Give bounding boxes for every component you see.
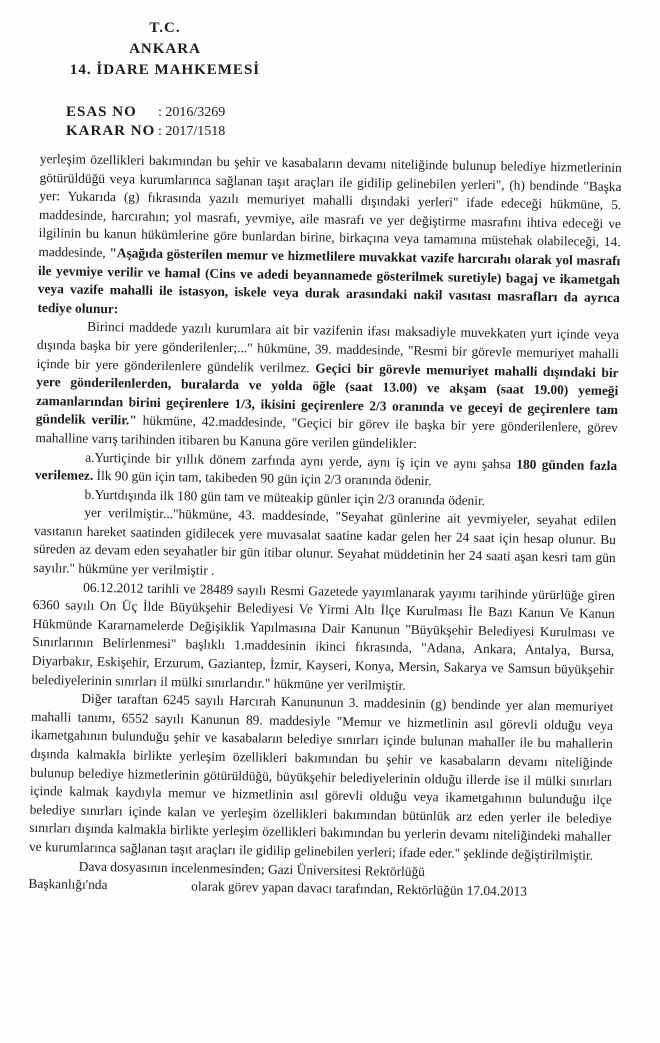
esas-no-row: [66, 104, 225, 121]
paragraph-8-text: Dava dosyasının incelenmesinden; Gazi Üniversitesi Rektörlüğü: [78, 858, 426, 879]
paragraph-4: b.Yurtdışında ilk 180 gün tam ve müteakip günler için 2/3 oranında ödenir.: [84, 486, 486, 508]
esas-no-label: ESAS NO: [66, 104, 137, 120]
paragraph-3-bold: 180 günden fazla verilemez.: [34, 456, 618, 483]
paragraph-2-tail: hükmüne, 42.maddesinde, "Geçici bir görev ile başka bir yere gönderilenlere, görev mahalline varış tarihinden itibaren bu Kanuna göre verilen gündelikler:: [35, 412, 618, 451]
paragraph-3-tail: İlk 90 gün için tam, takibeden 90 gün için 2/3 oranında ödenir.: [93, 467, 432, 489]
paragraph-1-text: yerleşim özellikleri bakımından bu şehir ve kasabaların devamı niteliğinde bulunup belediye hizmetlerinin götürüldüğü veya kurumlarınca sağlanan taşıt araçları ile gidilip gelinebilen yerleri", (h) bendinde "Başka yer: Yukarıda (g) fıkrasında yazılı memuriyet mahalli dışındaki yerleri" ifade edeceği hükmüne, 5. maddesinde, harcırahın; yol masrafı, yevmiye, aile masrafı ve yer değiştirme masrafını ihtiva edeceği ve ilgilinin bu kanun hükümlerine göre bunlardan birine, birkaçına veya tamamına müstehak olabileceği, 14. maddesinde,: [38, 150, 622, 261]
esas-no-value: : 2016/3269: [158, 105, 226, 120]
paragraph-8-end: olarak görev yapan davacı tarafından, Rektörlüğün 17.04.2013: [191, 878, 528, 899]
paragraph-1: [37, 150, 622, 326]
karar-no-value: : 2017/1518: [158, 124, 226, 139]
paragraph-6: 06.12.2012 tarihli ve 28489 sayılı Resmi Gazetede yayımlanarak yayımı tarihinde yürürlüğe giren 6360 sayılı On Üç İlde Büyükşehir Belediyesi Ve Yirmi Altı İlçe Kurulması İle Bazı Kanun Ve Kanun Hükmünde Kararnamelerde Değişiklik Yapılmasına Dair Kanunun "Büyükşehir Belediyesi Kurulması ve Sınırlarının Belirlenmesi" başlıklı 1.maddesinin ikinci fıkrasında, "Adana, Ankara, Antalya, Bursa, Diyarbakır, Eskişehir, Erzurum, Gaziantep, İzmir, Kayseri, Konya, Mersin, Sakarya ve Samsun büyükşehir belediyelerinin sınırları il mülki sınırlarıdır." hükmüne yer verilmiştir.: [31, 579, 616, 693]
paragraph-7: Diğer taraftan 6245 sayılı Harcırah Kanununun 3. maddesinin (g) bendinde yer alan memuriyet mahalli tanımı, 6552 sayılı Kanunun 89. maddesiyle "Memur ve hizmetlinin asıl görevli olduğu veya ikametgahının bulunduğu şehir ve kasabaların belediye sınırları içinde bulunan mahaller ile bu mahallerin dışında kalmakla birlikte yerleşim özellikleri bakımından bu şehir ve kasabaların devamı niteliğinde bulunup belediye hizmetlerinin götürüldüğü, büyükşehir belediyelerinin olduğu illerde ise il mülki sınırları içinde kalmak kaydıyla memur ve hizmetlinin asıl görevli olduğu veya ikametgahının bulunduğu ilçe belediye sınırları içinde kalan ve yerleşim özellikleri bakımından bütünlük arz eden yerler ile belediye sınırları dışında kalmakla birlikte yerleşim özellikleri bakımından bu yerlerin devamı niteliğindeki mahaller ve kurumlarınca sağlanan taşıt araçları ile gidilip gelinebilen yerleri; ifade eder." şeklinde değiştirilmiştir.: [28, 690, 614, 863]
header-line-3: 14. İDARE MAHKEMESİ: [69, 62, 261, 78]
paragraph-2-bold: Geçici bir görevle memuriyet mahalli dışındaki bir yere gönderilenlerden, buralarda ve yolda öğle (saat 13.00) ve akşam (saat 19.00) yemeği zamanlarından birini geçirenlere 1/3, ikisini geçirenlere 2/3 oranında ve geceyi de geçirenlere tam gündelik verilir.": [35, 359, 619, 428]
karar-no-row: [66, 123, 225, 140]
header-line-2: ANKARA: [129, 41, 201, 57]
paragraph-2-text: Birinci maddede yazılı kurumlara ait bir vazifenin ifası maksadiyle muvekkaten yurt içinde veya dışında başka bir yere gönderilenler;..." hükmüne, 39. maddesinde, "Resmi bir görevle memuriyet mahalli içinde bir yere gönderilenlere gündelik verilmez.: [36, 319, 620, 375]
paragraph-1-bold: "Aşağıda gösterilen memur ve hizmetlilere muvakkat vazife harcırahı olarak yol masrafı ile yevmiye verilir ve hamal (Cins ve adedi beyannamede gösterilmek suretiyle) bagaj ve ikametgah veya vazife mahalli ile istasyon, iskele veya durak arasındaki nakil vasıtası masrafları da ayrıca tediye olunur:: [37, 245, 621, 316]
paragraph-5: yer verilmiştir..."hükmüne, 43. maddesinde, "Seyahat günlerine ait yevmiyeler, seyahat edilen vasıtanın hareket saatinden gidilecek yere muvasalat saatine kadar gelen her 24 saat için hesap olunur. Bu süreden az devam eden seyahatler bir gün itibar olunur. Seyahat müddetinin her 24 saati aşan kesri tam gün sayılır." hükmüne yer verilmiştir .: [33, 505, 617, 578]
karar-no-label: KARAR NO: [66, 123, 156, 139]
paragraph-2: [35, 317, 619, 456]
paragraph-8-start: Başkanlığı'nda: [28, 876, 108, 893]
document-body: [28, 150, 622, 903]
header-line-1: T.C.: [149, 20, 181, 36]
paragraph-3-text: a.Yurtiçinde bir yıllık dönem zarfında aynı yerde, aynı iş için ve aynı şahsa: [85, 449, 517, 472]
